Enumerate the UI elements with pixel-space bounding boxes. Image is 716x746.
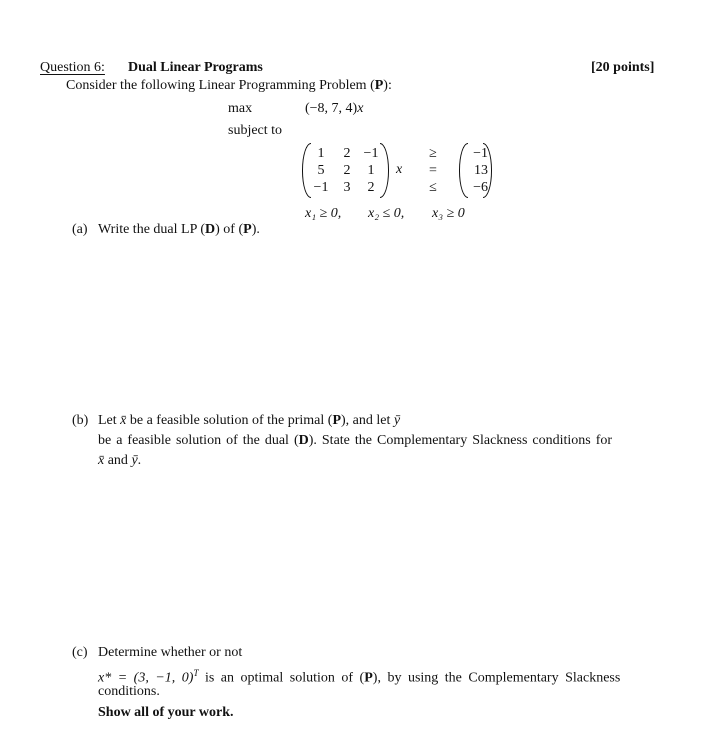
subject-to-label: subject to: [228, 123, 283, 138]
part-b-line2: be a feasible solution of the dual (D). State the Complementary Slackness conditions for: [98, 433, 613, 448]
rhs-cell: 13: [474, 163, 488, 178]
relation: ≤: [429, 180, 437, 195]
matrix-cell: −1: [363, 146, 379, 161]
matrix-cell: 3: [343, 180, 351, 195]
matrix-cell: 5: [317, 163, 325, 178]
part-c-line2: x* = (3, −1, 0)$^T$ is an optimal solution of (P), by using the Complementary Slackness: [98, 668, 621, 686]
relation: =: [429, 163, 437, 178]
part-b-line3: x̄ and ȳ.: [98, 453, 142, 468]
matrix-cell: 2: [343, 146, 351, 161]
part-c-line3: conditions.: [98, 684, 160, 699]
question-title: Dual Linear Programs: [128, 60, 263, 75]
matrix-cell: 2: [367, 180, 375, 195]
part-c-label: (c): [72, 645, 88, 660]
objective: (−8, 7, 4)x: [305, 101, 364, 116]
variable-x: x: [396, 162, 403, 177]
sign-constraint: x₂ ≤ 0,: [368, 206, 405, 221]
part-c-instruction: Show all of your work.: [98, 705, 234, 720]
question-label: Question 6:: [40, 60, 105, 75]
intro-text: Consider the following Linear Programming Problem (P):: [66, 78, 392, 93]
rhs-cell: −1: [473, 146, 488, 161]
matrix-cell: −1: [313, 180, 329, 195]
matrix-cell: 2: [343, 163, 351, 178]
points-badge: [20 points]: [591, 60, 655, 75]
sign-constraint: x₁ ≥ 0,: [305, 206, 342, 221]
sign-constraint: x₃ ≥ 0: [432, 206, 465, 221]
part-b-label: (b): [72, 413, 89, 428]
part-c-line1: Determine whether or not: [98, 645, 243, 660]
part-a-label: (a): [72, 222, 88, 237]
part-a-text: Write the dual LP (D) of (P).: [98, 222, 260, 237]
part-b-line1: Let x̄ be a feasible solution of the primal (P), and let ȳ: [98, 413, 401, 428]
max-label: max: [228, 101, 253, 116]
relation: ≥: [429, 146, 437, 161]
matrix-cell: 1: [317, 146, 325, 161]
matrix-cell: 1: [367, 163, 375, 178]
rhs-cell: −6: [473, 180, 488, 195]
